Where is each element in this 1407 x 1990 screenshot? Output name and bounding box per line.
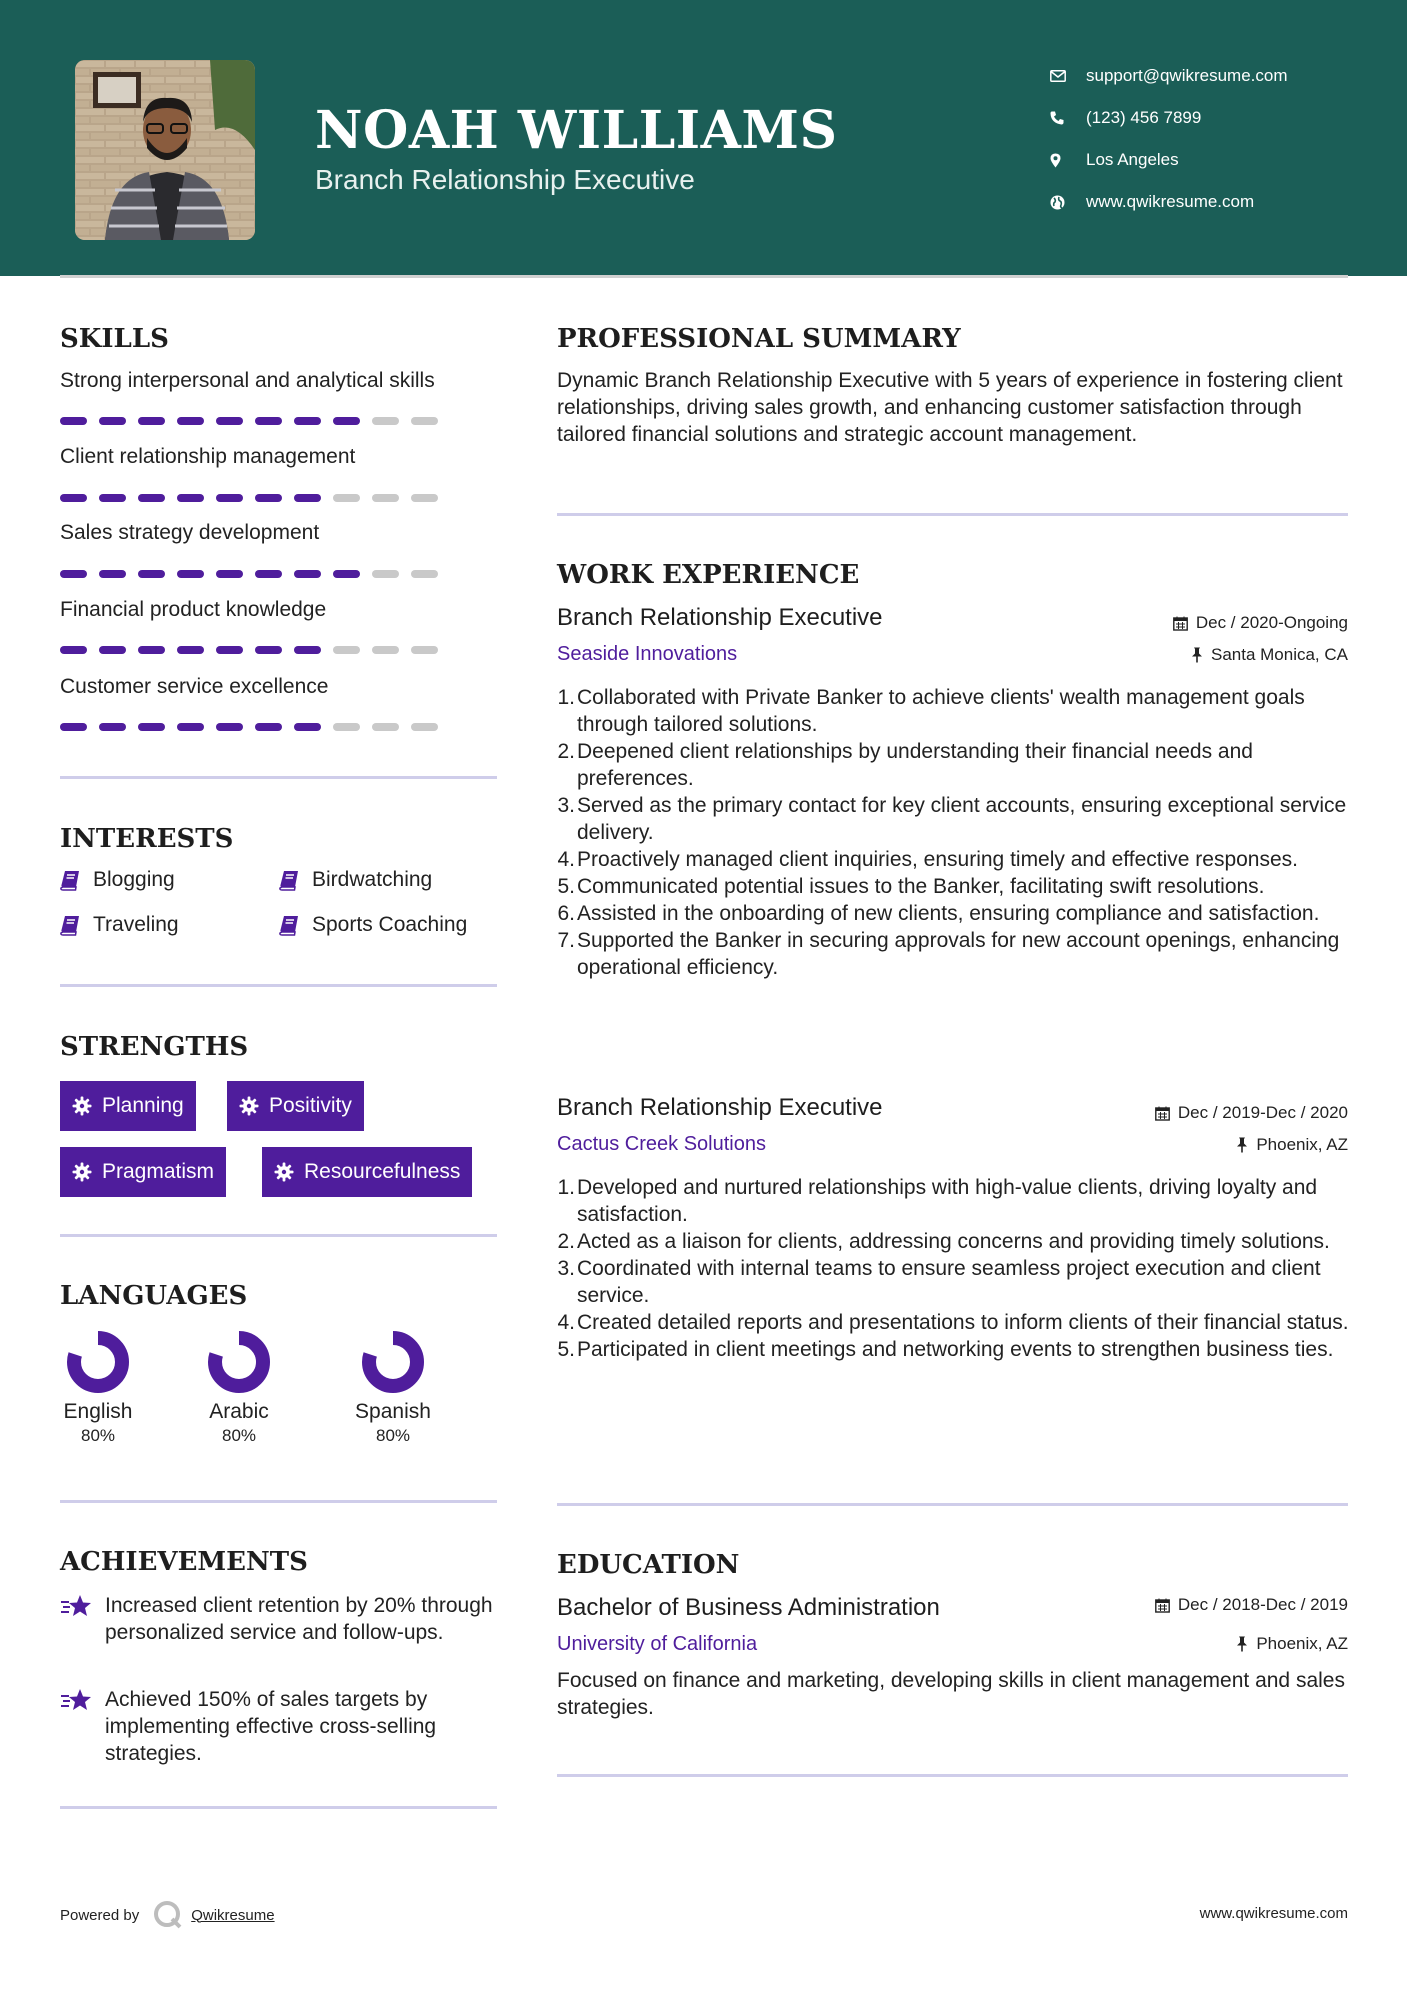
language-name: Arabic bbox=[209, 1400, 269, 1423]
education-location bbox=[1236, 1634, 1348, 1654]
job-bullet bbox=[557, 1309, 1357, 1336]
interest-item bbox=[60, 868, 175, 892]
skill-level-bar bbox=[60, 646, 438, 654]
interest-label: Birdwatching bbox=[312, 868, 433, 891]
bullet-number: 7. bbox=[557, 929, 575, 952]
bullet-text: Developed and nurtured relationships with high-value clients, driving loyalty and satisfaction. bbox=[577, 1176, 1318, 1226]
interest-item bbox=[279, 868, 432, 892]
skill-level-dot bbox=[255, 570, 282, 578]
skill-level-dot bbox=[411, 646, 438, 654]
job-location-text: Santa Monica, CA bbox=[1210, 645, 1348, 664]
skill-level-dot bbox=[216, 646, 243, 654]
contact-website[interactable] bbox=[1050, 181, 1390, 223]
strength-label: Planning bbox=[102, 1094, 184, 1117]
skill-level-dot bbox=[294, 417, 321, 425]
skill-level-dot bbox=[333, 494, 360, 502]
skill-level-dot bbox=[99, 494, 126, 502]
powered-by-label: Powered by bbox=[60, 1906, 140, 1924]
job-bullet bbox=[557, 1228, 1357, 1255]
skill-level-dot bbox=[255, 494, 282, 502]
strength-tag bbox=[262, 1147, 472, 1197]
company-name: Cactus Creek Solutions bbox=[557, 1133, 766, 1155]
calendar-icon bbox=[1155, 1106, 1170, 1121]
envelope-icon bbox=[1050, 70, 1086, 82]
school-name: University of California bbox=[557, 1633, 758, 1655]
contact-list bbox=[1050, 55, 1390, 223]
skills-title: SKILLS bbox=[60, 324, 169, 354]
achievement-item bbox=[60, 1686, 500, 1767]
section-divider bbox=[60, 776, 497, 779]
bullet-number: 4. bbox=[557, 1311, 575, 1334]
skill-level-bar bbox=[60, 570, 438, 578]
language-item bbox=[333, 1330, 453, 1446]
bullet-number: 6. bbox=[557, 902, 575, 925]
gear-icon bbox=[72, 1096, 92, 1116]
contact-website-text: www.qwikresume.com bbox=[1086, 192, 1255, 211]
skill-level-dot bbox=[177, 417, 204, 425]
skill-level-dot bbox=[372, 570, 399, 578]
job-title: Branch Relationship Executive bbox=[557, 1094, 883, 1121]
skill-level-dot bbox=[138, 494, 165, 502]
bullet-text: Supported the Banker in securing approvals for new account openings, enhancing operational efficiency. bbox=[577, 929, 1340, 979]
skill-level-dot bbox=[294, 723, 321, 731]
interest-item bbox=[60, 913, 179, 937]
globe-icon bbox=[1050, 195, 1086, 210]
profile-photo bbox=[75, 60, 255, 240]
header-banner bbox=[0, 0, 1407, 276]
map-pin-icon bbox=[1050, 153, 1086, 168]
bullet-number: 5. bbox=[557, 1338, 575, 1361]
skill-name: Financial product knowledge bbox=[60, 598, 327, 621]
bullet-number: 1. bbox=[557, 686, 575, 709]
skill-level-dot bbox=[372, 417, 399, 425]
skill-level-dot bbox=[60, 723, 87, 731]
skill-level-dot bbox=[138, 417, 165, 425]
star-icon bbox=[60, 1686, 105, 1767]
section-divider bbox=[60, 1500, 497, 1503]
skill-level-dot bbox=[60, 417, 87, 425]
bullet-text: Served as the primary contact for key client accounts, ensuring exceptional service delivery. bbox=[577, 794, 1347, 844]
skill-level-dot bbox=[294, 570, 321, 578]
star-icon bbox=[60, 1592, 105, 1646]
education-title: EDUCATION bbox=[557, 1550, 740, 1580]
language-progress-arc bbox=[369, 1338, 417, 1386]
bullet-text: Deepened client relationships by understanding their financial needs and preferences. bbox=[577, 740, 1253, 790]
skill-name: Strong interpersonal and analytical skills bbox=[60, 369, 435, 392]
language-progress-ring bbox=[66, 1330, 130, 1394]
footer-website[interactable]: www.qwikresume.com bbox=[1199, 1905, 1348, 1922]
achievement-text: Achieved 150% of sales targets by implementing effective cross-selling strategies. bbox=[105, 1688, 437, 1765]
calendar-icon bbox=[1155, 1598, 1170, 1613]
skill-level-dot bbox=[60, 494, 87, 502]
job-bullet bbox=[557, 738, 1357, 792]
strength-tag bbox=[60, 1147, 226, 1197]
section-divider bbox=[557, 1503, 1348, 1506]
contact-email[interactable] bbox=[1050, 55, 1390, 97]
skill-level-dot bbox=[99, 417, 126, 425]
job-dates bbox=[1155, 1103, 1348, 1123]
language-item bbox=[38, 1330, 158, 1446]
language-progress-ring bbox=[207, 1330, 271, 1394]
language-name: Spanish bbox=[355, 1400, 431, 1423]
language-item bbox=[179, 1330, 299, 1446]
gear-icon bbox=[72, 1162, 92, 1182]
strengths-title: STRENGTHS bbox=[60, 1032, 249, 1062]
language-percent: 80% bbox=[80, 1426, 116, 1445]
section-divider bbox=[557, 513, 1348, 516]
skill-name: Client relationship management bbox=[60, 445, 356, 468]
language-progress-ring bbox=[361, 1330, 425, 1394]
education-description: Focused on finance and marketing, developing skills in client management and sales strategies. bbox=[557, 1669, 1345, 1719]
skill-level-dot bbox=[255, 646, 282, 654]
job-bullet bbox=[557, 1174, 1357, 1228]
bullet-text: Coordinated with internal teams to ensure seamless project execution and client service. bbox=[577, 1257, 1321, 1307]
job-location bbox=[1191, 645, 1348, 665]
job-location-text: Phoenix, AZ bbox=[1256, 1135, 1348, 1154]
job-bullet bbox=[557, 900, 1357, 927]
strength-label: Resourcefulness bbox=[304, 1160, 461, 1183]
bullet-text: Acted as a liaison for clients, addressing concerns and providing timely solutions. bbox=[577, 1230, 1330, 1253]
interest-label: Traveling bbox=[93, 913, 179, 936]
skill-level-dot bbox=[294, 494, 321, 502]
skill-name: Customer service excellence bbox=[60, 675, 329, 698]
language-progress-arc bbox=[215, 1338, 263, 1386]
skill-level-dot bbox=[60, 570, 87, 578]
education-location-text: Phoenix, AZ bbox=[1256, 1634, 1348, 1653]
skill-level-dot bbox=[255, 417, 282, 425]
bullet-text: Communicated potential issues to the Banker, facilitating swift resolutions. bbox=[577, 875, 1265, 898]
section-divider bbox=[60, 1234, 497, 1237]
footer-powered-by bbox=[60, 1900, 275, 1930]
skill-level-dot bbox=[411, 570, 438, 578]
company-name: Seaside Innovations bbox=[557, 643, 738, 665]
job-bullets bbox=[557, 1174, 1357, 1363]
skill-level-dot bbox=[177, 570, 204, 578]
book-icon bbox=[60, 915, 81, 936]
skill-level-bar bbox=[60, 417, 438, 425]
skill-level-dot bbox=[99, 723, 126, 731]
section-divider bbox=[557, 1774, 1348, 1777]
strength-label: Positivity bbox=[269, 1094, 352, 1117]
bullet-text: Collaborated with Private Banker to achieve clients' wealth management goals through tailored solutions. bbox=[577, 686, 1305, 736]
gear-icon bbox=[274, 1162, 294, 1182]
bullet-number: 5. bbox=[557, 875, 575, 898]
skill-level-dot bbox=[177, 646, 204, 654]
language-name: English bbox=[63, 1400, 133, 1423]
skill-level-dot bbox=[333, 646, 360, 654]
skill-level-dot bbox=[372, 646, 399, 654]
skill-level-dot bbox=[333, 570, 360, 578]
header-divider bbox=[60, 275, 1348, 278]
bullet-number: 2. bbox=[557, 740, 575, 763]
interest-label: Blogging bbox=[93, 868, 175, 891]
job-bullet bbox=[557, 792, 1357, 846]
job-bullet bbox=[557, 846, 1357, 873]
job-bullet bbox=[557, 1336, 1357, 1363]
job-bullet bbox=[557, 927, 1357, 981]
bullet-text: Assisted in the onboarding of new clients, ensuring compliance and satisfaction. bbox=[577, 902, 1320, 925]
job-title: Branch Relationship Executive bbox=[557, 604, 883, 631]
job-bullet bbox=[557, 873, 1357, 900]
skill-level-dot bbox=[255, 723, 282, 731]
gear-icon bbox=[239, 1096, 259, 1116]
interest-item bbox=[279, 913, 467, 937]
skill-level-bar bbox=[60, 494, 438, 502]
skill-level-dot bbox=[177, 494, 204, 502]
job-dates bbox=[1173, 613, 1348, 633]
contact-location bbox=[1050, 139, 1390, 181]
candidate-name: NOAH WILLIAMS bbox=[315, 100, 838, 161]
bullet-number: 2. bbox=[557, 1230, 575, 1253]
language-percent: 80% bbox=[221, 1426, 257, 1445]
skill-name: Sales strategy development bbox=[60, 521, 320, 544]
achievement-text: Increased client retention by 20% through personalized service and follow-ups. bbox=[105, 1594, 493, 1644]
candidate-role: Branch Relationship Executive bbox=[315, 164, 695, 195]
skill-level-dot bbox=[99, 570, 126, 578]
skill-level-dot bbox=[411, 723, 438, 731]
pushpin-icon bbox=[1236, 1636, 1248, 1652]
qwikresume-link[interactable]: Qwikresume bbox=[191, 1906, 275, 1924]
section-divider bbox=[60, 984, 497, 987]
languages-title: LANGUAGES bbox=[60, 1281, 248, 1311]
summary-text: Dynamic Branch Relationship Executive with 5 years of experience in fostering client relationships, driving sales growth, and enhancing customer satisfaction through tailored financial solutions and strategic account management. bbox=[557, 369, 1343, 446]
skill-level-dot bbox=[333, 723, 360, 731]
book-icon bbox=[60, 870, 81, 891]
interests-title: INTERESTS bbox=[60, 824, 234, 854]
section-divider bbox=[60, 1806, 497, 1809]
contact-phone-text: (123) 456 7899 bbox=[1086, 108, 1202, 127]
qwikresume-logo-icon bbox=[153, 1900, 183, 1930]
skill-level-dot bbox=[216, 494, 243, 502]
bullet-number: 4. bbox=[557, 848, 575, 871]
skill-level-dot bbox=[177, 723, 204, 731]
education-dates-text: Dec / 2018-Dec / 2019 bbox=[1177, 1595, 1348, 1614]
bullet-number: 3. bbox=[557, 794, 575, 817]
skill-level-dot bbox=[138, 646, 165, 654]
phone-icon bbox=[1050, 111, 1086, 125]
bullet-text: Created detailed reports and presentations to inform clients of their financial status. bbox=[577, 1311, 1349, 1334]
skill-level-bar bbox=[60, 723, 438, 731]
skill-level-dot bbox=[216, 417, 243, 425]
book-icon bbox=[279, 870, 300, 891]
job-dates-text: Dec / 2020-Ongoing bbox=[1195, 613, 1348, 632]
contact-phone[interactable] bbox=[1050, 97, 1390, 139]
job-bullet bbox=[557, 1255, 1357, 1309]
bullet-number: 1. bbox=[557, 1176, 575, 1199]
pushpin-icon bbox=[1191, 647, 1203, 663]
skill-level-dot bbox=[372, 494, 399, 502]
skill-level-dot bbox=[60, 646, 87, 654]
skill-level-dot bbox=[99, 646, 126, 654]
book-icon bbox=[279, 915, 300, 936]
summary-title: PROFESSIONAL SUMMARY bbox=[557, 324, 961, 354]
job-location bbox=[1236, 1135, 1348, 1155]
language-progress-arc bbox=[74, 1338, 122, 1386]
skill-level-dot bbox=[138, 723, 165, 731]
degree-title: Bachelor of Business Administration bbox=[557, 1594, 940, 1621]
achievement-item bbox=[60, 1592, 500, 1646]
skill-level-dot bbox=[216, 570, 243, 578]
bullet-text: Participated in client meetings and networking events to strengthen business ties. bbox=[577, 1338, 1334, 1361]
experience-title: WORK EXPERIENCE bbox=[557, 560, 860, 590]
bullet-number: 3. bbox=[557, 1257, 575, 1280]
contact-location-text: Los Angeles bbox=[1086, 150, 1179, 169]
strength-label: Pragmatism bbox=[102, 1160, 215, 1183]
job-dates-text: Dec / 2019-Dec / 2020 bbox=[1177, 1103, 1348, 1122]
skill-level-dot bbox=[411, 494, 438, 502]
strength-tag bbox=[227, 1081, 364, 1131]
job-bullets bbox=[557, 684, 1357, 981]
language-percent: 80% bbox=[375, 1426, 411, 1445]
pushpin-icon bbox=[1236, 1137, 1248, 1153]
skill-level-dot bbox=[372, 723, 399, 731]
skill-level-dot bbox=[333, 417, 360, 425]
calendar-icon bbox=[1173, 616, 1188, 631]
interest-label: Sports Coaching bbox=[312, 913, 468, 936]
education-dates bbox=[1155, 1595, 1348, 1615]
strength-tag bbox=[60, 1081, 196, 1131]
achievements-title: ACHIEVEMENTS bbox=[60, 1547, 308, 1577]
skill-level-dot bbox=[411, 417, 438, 425]
job-bullet bbox=[557, 684, 1357, 738]
skill-level-dot bbox=[138, 570, 165, 578]
bullet-text: Proactively managed client inquiries, ensuring timely and effective responses. bbox=[577, 848, 1298, 871]
skill-level-dot bbox=[294, 646, 321, 654]
contact-email-text: support@qwikresume.com bbox=[1086, 66, 1288, 85]
skill-level-dot bbox=[216, 723, 243, 731]
